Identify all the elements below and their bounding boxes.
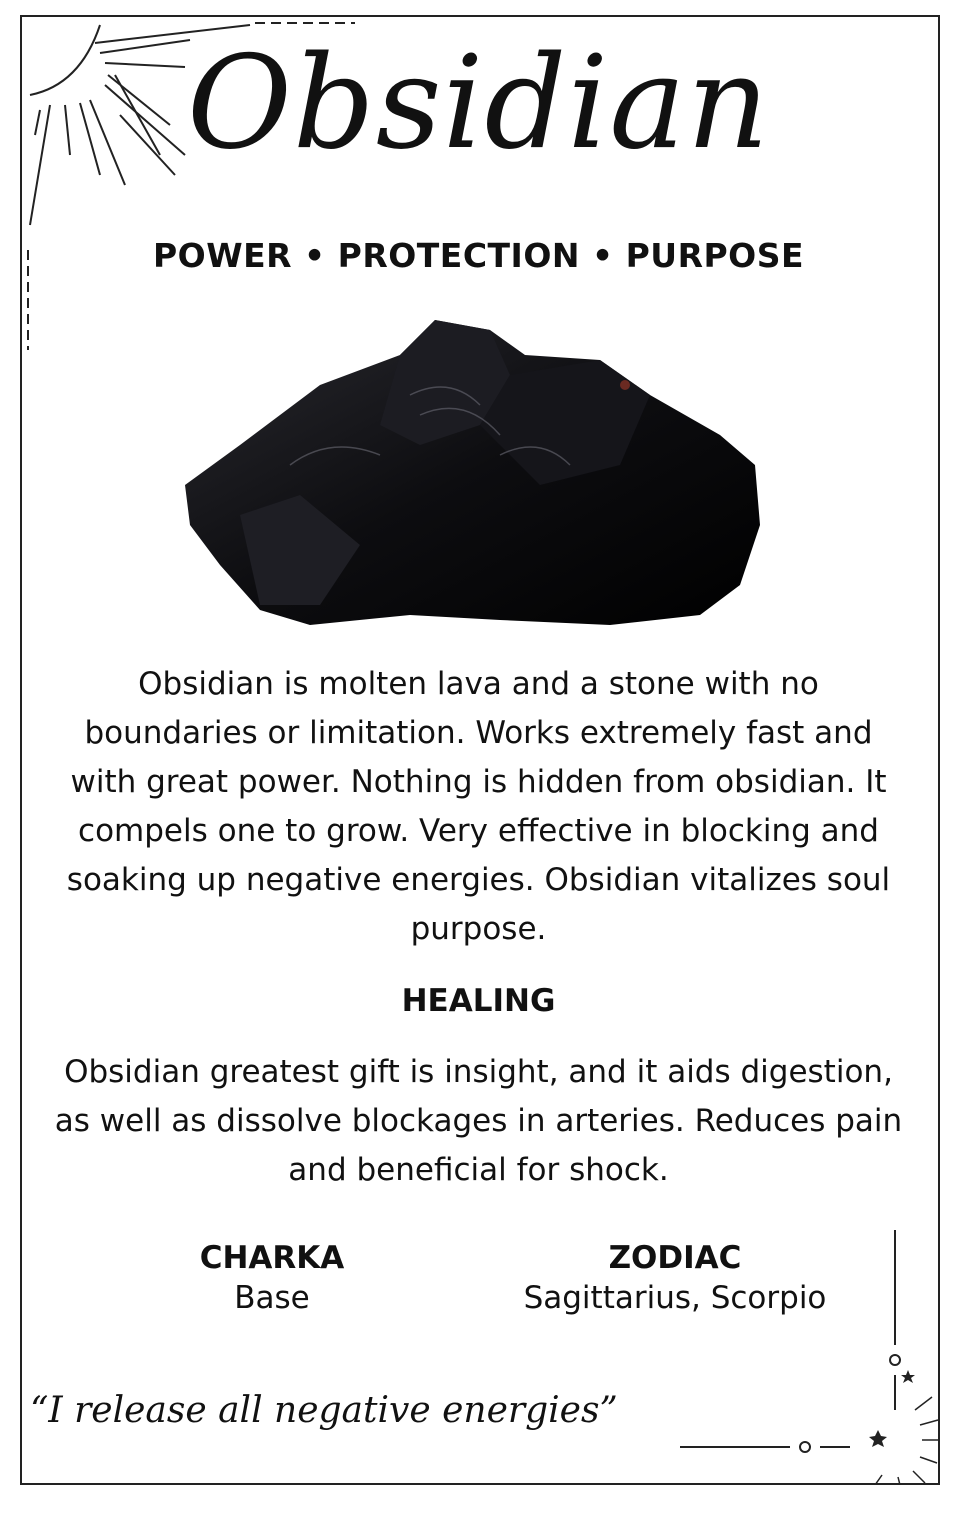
healing-heading: HEALING	[401, 983, 556, 1019]
description: Obsidian is molten lava and a stone with no boundaries or limitation. Works extremely fast and with great power. Nothing is hidden from obsidian. It compels one to grow. Very effective in blocking and soaking up negative energies. Obsidian vitalizes soul purpose.	[66, 666, 891, 947]
charka-heading: CHARKA	[199, 1240, 345, 1276]
obsidian-stone-image	[180, 315, 770, 630]
page-title: Obsidian	[186, 29, 771, 178]
crescent-moon-icon	[670, 1225, 940, 1485]
tagline: POWER • PROTECTION • PURPOSE	[152, 236, 805, 275]
zodiac-heading: ZODIAC	[608, 1240, 742, 1276]
zodiac-value: Sagittarius, Scorpio	[523, 1280, 827, 1316]
healing-text: Obsidian greatest gift is insight, and it aids digestion, as well as dissolve blockages in arteries. Reduces pain and beneficial for shock.	[54, 1054, 903, 1188]
charka-value: Base	[234, 1280, 310, 1316]
affirmation: “I release all negative energies”	[30, 1390, 618, 1431]
charka-section	[92, 1238, 452, 1318]
